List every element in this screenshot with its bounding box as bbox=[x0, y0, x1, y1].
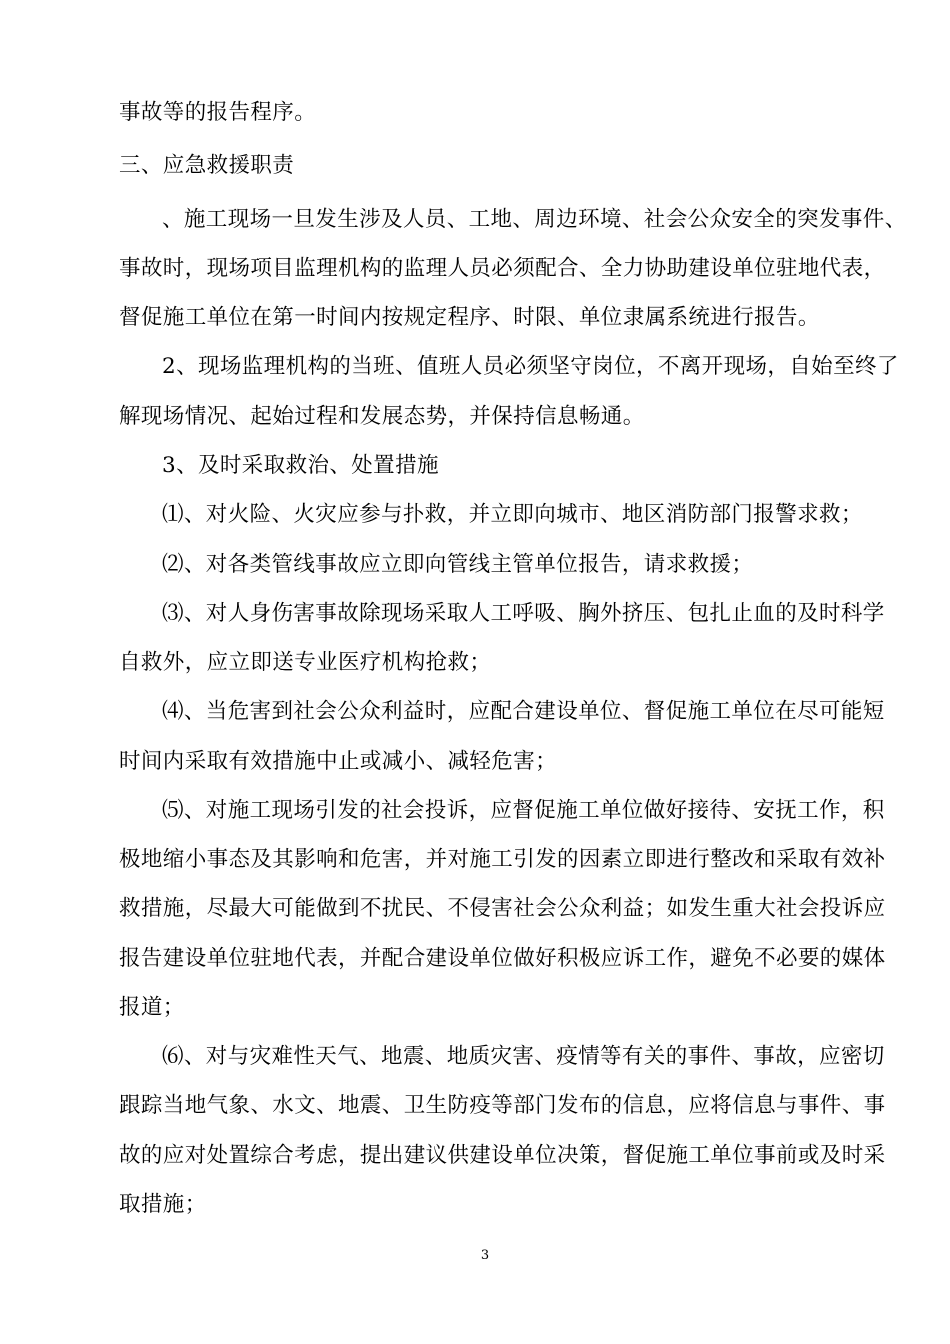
text-line: 、施工现场一旦发生涉及人员、工地、周边环境、社会公众安全的突发事件、 bbox=[162, 207, 907, 232]
text-line: 自救外，应立即送专业医疗机构抢救； bbox=[119, 650, 492, 675]
text-line: 故的应对处置综合考虑，提出建议供建设单位决策，督促施工单位事前或及时采 bbox=[119, 1143, 886, 1168]
section-heading: 三、应急救援职责 bbox=[119, 153, 295, 178]
text-line: ⑵、对各类管线事故应立即向管线主管单位报告，请求救援； bbox=[162, 552, 754, 577]
text-line: ⑶、对人身伤害事故除现场采取人工呼吸、胸外挤压、包扎止血的及时科学 bbox=[162, 601, 885, 626]
text-line: 2、现场监理机构的当班、值班人员必须坚守岗位，不离开现场，自始至终了 bbox=[162, 354, 899, 379]
text-line: 事故时，现场项目监理机构的监理人员必须配合、全力协助建设单位驻地代表， bbox=[119, 256, 886, 281]
text-line: 督促施工单位在第一时间内按规定程序、时限、单位隶属系统进行报告。 bbox=[119, 305, 820, 330]
text-line: 极地缩小事态及其影响和危害，并对施工引发的因素立即进行整改和采取有效补 bbox=[119, 847, 886, 872]
text-line: 救措施，尽最大可能做到不扰民、不侵害社会公众利益；如发生重大社会投诉应 bbox=[119, 896, 886, 921]
text-line: 报道； bbox=[119, 995, 185, 1020]
text-line: 取措施； bbox=[119, 1192, 207, 1217]
text-line: ⑸、对施工现场引发的社会投诉，应督促施工单位做好接待、安抚工作，积 bbox=[162, 798, 885, 823]
text-line: 时间内采取有效措施中止或减小、减轻危害； bbox=[119, 749, 558, 774]
page-number: 3 bbox=[480, 1248, 490, 1263]
text-line: 事故等的报告程序。 bbox=[119, 100, 317, 125]
text-line: ⑹、对与灾难性天气、地震、地质灾害、疫情等有关的事件、事故，应密切 bbox=[162, 1044, 885, 1069]
text-line: ⑷、当危害到社会公众利益时，应配合建设单位、督促施工单位在尽可能短 bbox=[162, 699, 885, 724]
text-line: 解现场情况、起始过程和发展态势，并保持信息畅通。 bbox=[119, 404, 645, 429]
text-line: 跟踪当地气象、水文、地震、卫生防疫等部门发布的信息，应将信息与事件、事 bbox=[119, 1093, 886, 1118]
text-line: 报告建设单位驻地代表，并配合建设单位做好积极应诉工作，避免不必要的媒体 bbox=[119, 946, 886, 971]
text-line: 3、及时采取救治、处置措施 bbox=[162, 453, 439, 478]
text-line: ⑴、对火险、火灾应参与扑救，并立即向城市、地区消防部门报警求救； bbox=[162, 502, 863, 527]
